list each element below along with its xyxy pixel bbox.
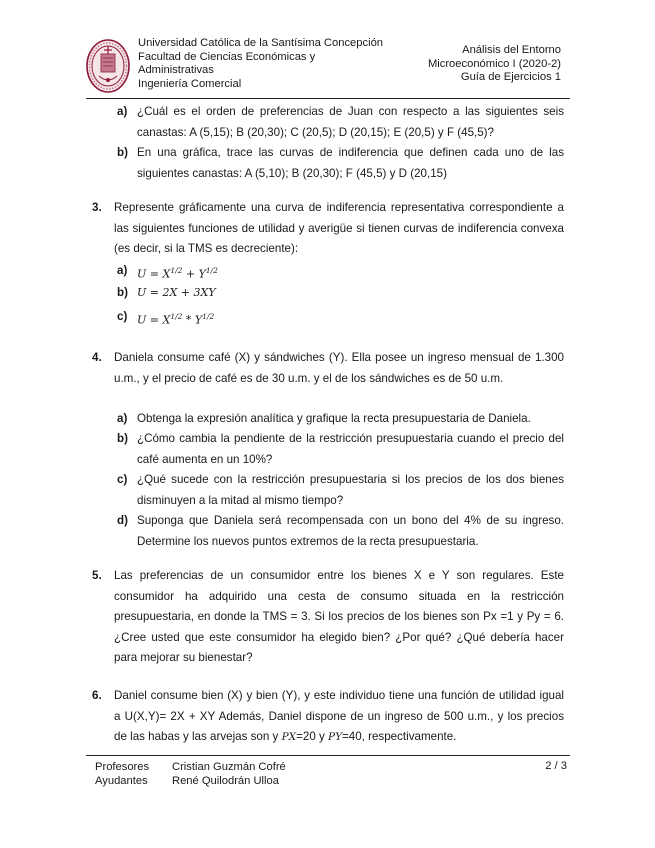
- text-line: Daniel consume bien (X) y bien (Y), y este individuo tiene una función de utilidad igual: [114, 689, 564, 702]
- header-divider: [86, 98, 570, 99]
- formula-part: U = X: [137, 313, 171, 327]
- institution-line: Ingeniería Comercial: [138, 77, 242, 90]
- formula-part: * Y: [182, 313, 203, 327]
- text-line: [114, 727, 564, 748]
- footer-divider: [86, 755, 570, 756]
- q3-a-label: a): [117, 264, 128, 277]
- text-line: Suponga que Daniela será recompensada con un bono del 4% de su ingreso.: [137, 514, 564, 527]
- q3-number: 3.: [92, 201, 102, 214]
- q4-number: 4.: [92, 351, 102, 364]
- q4-text: [114, 348, 564, 389]
- formula-exponent: 1/2: [170, 266, 183, 275]
- q4-a-label: a): [117, 412, 128, 425]
- q3-text: [114, 198, 564, 260]
- q4-c-text: [137, 470, 564, 511]
- text-fragment: =20 y: [296, 730, 329, 743]
- text-line: canastas: A (5,15); B (20,30); C (20,5); D (20,15); E (20,5) y F (45,5)?: [137, 125, 494, 139]
- q4-c-label: c): [117, 473, 128, 486]
- formula-part: + Y: [182, 267, 206, 281]
- q4-b-label: b): [117, 432, 128, 445]
- q5-number: 5.: [92, 569, 102, 582]
- text-line: Represente gráficamente una curva de indiferencia representativa correspondiente a: [114, 201, 564, 214]
- text-line: para mejorar su bienestar?: [114, 651, 253, 664]
- text-line: ¿Cuál es el orden de preferencias de Juan con respecto a las siguientes seis: [137, 105, 564, 118]
- text-line: Las preferencias de un consumidor entre los bienes X e Y son regulares. Este: [114, 569, 564, 582]
- text-line: a U(X,Y)= 2X + XY Además, Daniel dispone de un ingreso de 500 u.m., y los precios: [114, 709, 564, 723]
- text-line: café aumenta en un 10%?: [137, 452, 273, 466]
- text-line: disminuyen a la mitad al mismo tiempo?: [137, 493, 344, 507]
- text-line: las siguientes funciones de utilidad y averigüe si tienen curvas de indiferencia convexa: [114, 221, 564, 235]
- text-line: Determine los nuevos puntos extremos de la recta presupuestaria.: [137, 534, 479, 548]
- institution-line: Universidad Católica de la Santísima Concepción: [138, 37, 384, 49]
- text-line: Daniela consume café (X) y sándwiches (Y). Ella posee un ingreso mensual de 1.300: [114, 351, 564, 364]
- institution-line: Administrativas: [138, 64, 214, 77]
- q2-b-text: [137, 143, 564, 184]
- page-number: 2 / 3: [545, 760, 567, 772]
- q4-d-text: [137, 511, 564, 552]
- q2-b-label: b): [117, 146, 128, 159]
- q4-a-text: [137, 409, 564, 430]
- q3-b-formula: U = 2X + 3XY: [137, 286, 216, 299]
- footer-name-1: Cristian Guzmán Cofré: [172, 761, 286, 773]
- course-line: Microeconómico I (2020-2): [427, 57, 561, 70]
- q2-a-label: a): [117, 105, 128, 118]
- formula-exponent: 1/2: [170, 312, 183, 321]
- q3-b-label: b): [117, 286, 128, 299]
- text-line: ¿Cómo cambia la pendiente de la restricción presupuestaria cuando el precio del: [137, 432, 564, 445]
- q3-a-formula: [137, 261, 218, 285]
- q6-number: 6.: [92, 689, 102, 702]
- math-var-px: PX: [281, 731, 297, 743]
- text-line: u.m., y el precio de café es de 30 u.m. y el de los sándwiches es de 50 u.m.: [114, 371, 504, 385]
- text-line: (es decir, si la TMS es decreciente):: [114, 242, 299, 255]
- course-line: Análisis del Entorno: [462, 44, 561, 56]
- q4-d-label: d): [117, 514, 128, 527]
- text-fragment: de las habas y las arvejas son y: [114, 730, 282, 743]
- footer-role-2: Ayudantes: [95, 775, 148, 787]
- formula-part: U = X: [137, 267, 171, 281]
- q5-text: [114, 566, 564, 669]
- text-fragment: =40, respectivamente.: [342, 730, 457, 743]
- text-line: En una gráfica, trace las curvas de indiferencia que definen cada uno de las: [137, 146, 564, 159]
- institution-block: [138, 37, 418, 91]
- q6-text: [114, 686, 564, 748]
- text-line: ¿Cree usted que este consumidor ha elegido bien? ¿Por qué? ¿Qué debería hacer: [114, 630, 564, 644]
- course-block: [428, 44, 561, 85]
- course-line: Guía de Ejercicios 1: [460, 71, 561, 84]
- formula-exponent: 1/2: [202, 312, 215, 321]
- text-line: Obtenga la expresión analítica y grafique la recta presupuestaria de Daniela.: [137, 412, 531, 425]
- q3-c-label: c): [117, 310, 128, 323]
- text-line: consumidor ha adquirido una cesta de consumo situada en la restricción: [114, 589, 564, 603]
- footer-name-2: René Quilodrán Ulloa: [172, 775, 279, 787]
- math-var-py: PY: [328, 731, 343, 743]
- formula-exponent: 1/2: [205, 266, 218, 275]
- institution-line: Facultad de Ciencias Económicas y: [138, 50, 316, 63]
- text-line: siguientes canastas: A (5,10); B (20,30); F (45,5) y D (20,15): [137, 166, 447, 180]
- footer-role-1: Profesores: [95, 761, 150, 773]
- q3-c-formula: [137, 307, 214, 331]
- text-line: ¿Qué sucede con la restricción presupuestaria si los precios de los dos bienes: [137, 473, 564, 486]
- q4-b-text: [137, 429, 564, 470]
- text-line: presupuestaria, en donde la TMS = 3. Si los precios de los bienes son Px =1 y Py = 6.: [114, 610, 564, 623]
- q2-a-text: [137, 102, 564, 143]
- university-seal-icon: [86, 38, 130, 94]
